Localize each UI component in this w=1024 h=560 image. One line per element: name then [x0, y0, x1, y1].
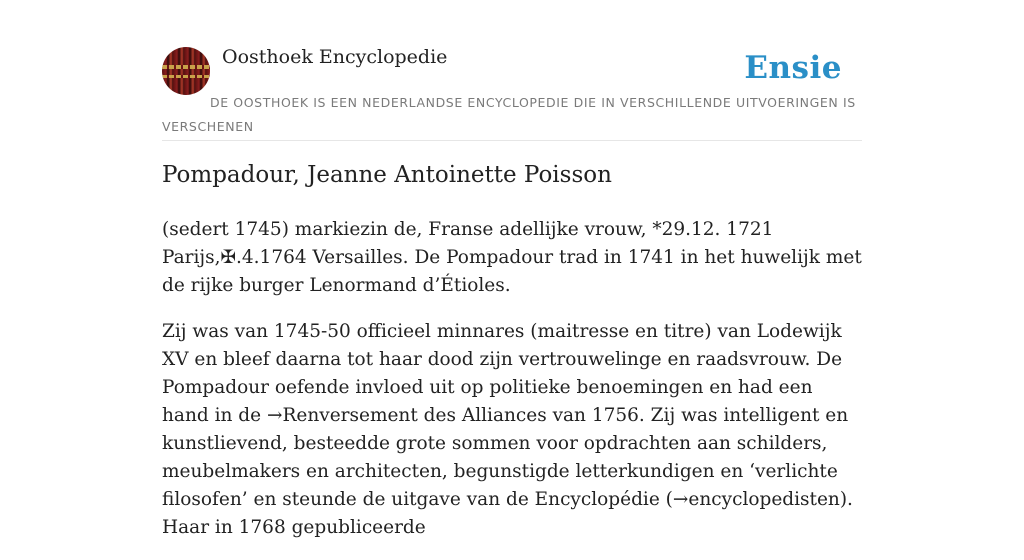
- publication-name[interactable]: Oosthoek Encyclopedie: [222, 46, 448, 68]
- site-header: [162, 0, 862, 141]
- avatar-book-spine-band: [162, 65, 210, 69]
- article-paragraph: Zij was van 1745-50 officieel minnares (maitresse en titre) van Lodewijk XV en bleef daarna tot haar dood zijn vertrouwelinge en raadsvrouw. De Pompadour oefende invloed uit op politieke benoemingen en had een hand in de →Renversement des Alliances van 1756. Zij was intelligent en kunstlievend, besteedde grote sommen voor opdrachten aan schilders, meubelmakers en architecten, begunstigde letterkundigen en ‘verlichte filosofen’ en steunde de uitgave van de Encyclopédie (→encyclopedisten). Haar in 1768 gepubliceerde: [162, 321, 853, 538]
- article-title: Pompadour, Jeanne Antoinette Poisson: [162, 162, 612, 188]
- publication-tagline: DE OOSTHOEK IS EEN NEDERLANDSE ENCYCLOPEDIE DIE IN VERSCHILLENDE UITVOERINGEN IS VERSCHENEN: [162, 95, 856, 134]
- avatar-book-spine-band: [162, 75, 210, 78]
- article-body: [162, 216, 862, 560]
- article-paragraph: (sedert 1745) markiezin de, Franse adellijke vrouw, *29.12. 1721 Parijs,✠.4.1764 Versailles. De Pompadour trad in 1741 in het huwelijk met de rijke burger Lenormand d’Étioles.: [162, 219, 862, 296]
- publication-avatar[interactable]: [162, 47, 210, 95]
- page-container: [162, 0, 862, 538]
- brand-logo[interactable]: Ensie: [744, 50, 842, 86]
